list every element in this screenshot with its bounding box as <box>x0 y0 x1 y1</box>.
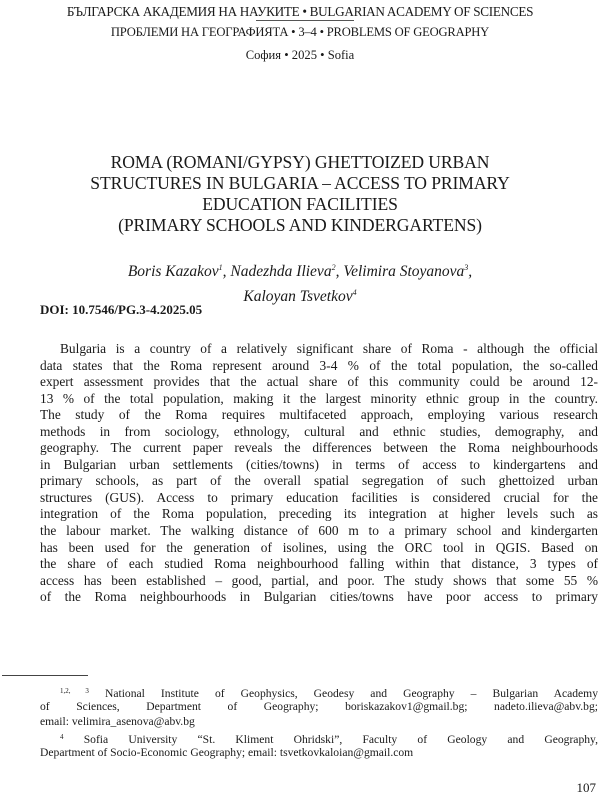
footnote-line: email: velimira_asenova@abv.bg <box>40 715 195 729</box>
article-title <box>20 152 580 236</box>
affiliation-marker: 2 <box>331 263 336 272</box>
affiliation-marker: 1 <box>218 263 223 272</box>
abstract-line: The study of the Roma requires multifaceted approach, employing various research <box>40 407 598 423</box>
abstract-line: primary schools, as part of the overall spatial segregation of such ghettoized urban <box>40 473 598 489</box>
footnote-text: National Institute of Geophysics, Geodesy and Geography – Bulgarian Academy <box>104 687 599 700</box>
abstract-line: the share of each studied Roma neighbourhood falling within that distance, 3 types of <box>40 556 598 572</box>
abstract-line: Bulgaria is a country of a relatively significant share of Roma - although the official <box>60 341 598 356</box>
author-name: Velimira Stoyanova <box>343 263 465 280</box>
author-name: Nadezhda Ilieva <box>230 263 332 280</box>
abstract-line: has been used for the generation of isolines, using the ORC tool in QGIS. Based on <box>40 539 598 555</box>
abstract-line: 13 % of the total population, making it the largest minority ethnic group in the country. <box>40 390 598 406</box>
abstract-line: expert assessment provides that the actual share of this community could be around 12- <box>40 374 598 390</box>
author-name: Kaloyan Tsvetkov <box>243 288 353 305</box>
footnote-line <box>40 730 598 745</box>
footnote-separator <box>2 675 88 676</box>
title-line: EDUCATION FACILITIES <box>202 194 398 214</box>
author-list: Boris Kazakov$^1$, Nadezhda Ilieva$^2$, Velimira Stoyanova$^3$, Kaloyan Tsvetkov$^4$ <box>127 263 473 305</box>
page-number: 107 <box>576 780 596 795</box>
abstract-line: the labour market. The walking distance of 600 m to a primary school and kindergarten <box>40 523 598 539</box>
affiliation-marker: 4 <box>352 288 357 297</box>
abstract-line: access has been established – good, partial, and poor. The study shows that some 55 % <box>40 572 598 588</box>
header-rule <box>256 20 354 21</box>
abstract-line: structures (GUS). Access to primary education facilities is considered crucial for the <box>40 489 598 505</box>
title-line: STRUCTURES IN BULGARIA – ACCESS TO PRIMARY <box>90 173 510 193</box>
footnote-line: of Sciences, Department of Geography; boriskazakov1@gmail.bg; nadeto.ilieva@abv.bg; <box>40 700 598 714</box>
author-name: Boris Kazakov <box>127 263 219 280</box>
abstract-line: of the Roma neighbourhoods in Bulgarian cities/towns have poor access to primary <box>40 589 598 605</box>
abstract-line: integration of the Roma population, preceding its integration at higher levels such as <box>40 506 598 522</box>
abstract-line: data states that the Roma represent around 3-4 % of the total population, the so-called <box>40 357 598 373</box>
footnote-marker: 1,2, 3 <box>60 687 89 695</box>
footnote-text: Sofia University “St. Kliment Ohridski”, Faculty of Geology and Geography, <box>83 732 598 746</box>
abstract-line: in Bulgarian urban settlements (cities/towns) in terms of access to kindergartens and <box>40 456 598 472</box>
abstract-line: geography. The current paper reveals the differences between the Roma neighbourhoods <box>40 440 598 456</box>
footnote-line: Department of Socio-Economic Geography; email: tsvetkovkaloian@gmail.com <box>40 745 414 759</box>
abstract-line: methods in from sociology, ethnology, cultural and ethnic studies, demography, and <box>40 423 598 439</box>
footnote-marker: 4 <box>60 732 64 741</box>
doi-label: DOI: 10.7546/PG.3-4.2025.05 <box>40 302 203 317</box>
journal-header: ПРОБЛЕМИ НА ГЕОГРАФИЯТА • 3–4 • PROBLEMS OF GEOGRAPHY <box>110 25 490 39</box>
academy-header: БЪЛГАРСКА АКАДЕМИЯ НА НАУКИТЕ • BULGARIAN ACADEMY OF SCIENCES <box>66 4 534 19</box>
footnotes <box>40 684 598 760</box>
affiliation-marker: 3 <box>464 263 469 272</box>
title-line: (PRIMARY SCHOOLS AND KINDERGARTENS) <box>118 215 482 235</box>
place-year-header: София • 2025 • Sofia <box>245 48 355 62</box>
abstract-paragraph <box>40 341 598 606</box>
footnote-line <box>40 684 598 699</box>
title-line: ROMA (ROMANI/GYPSY) GHETTOIZED URBAN <box>110 152 490 172</box>
